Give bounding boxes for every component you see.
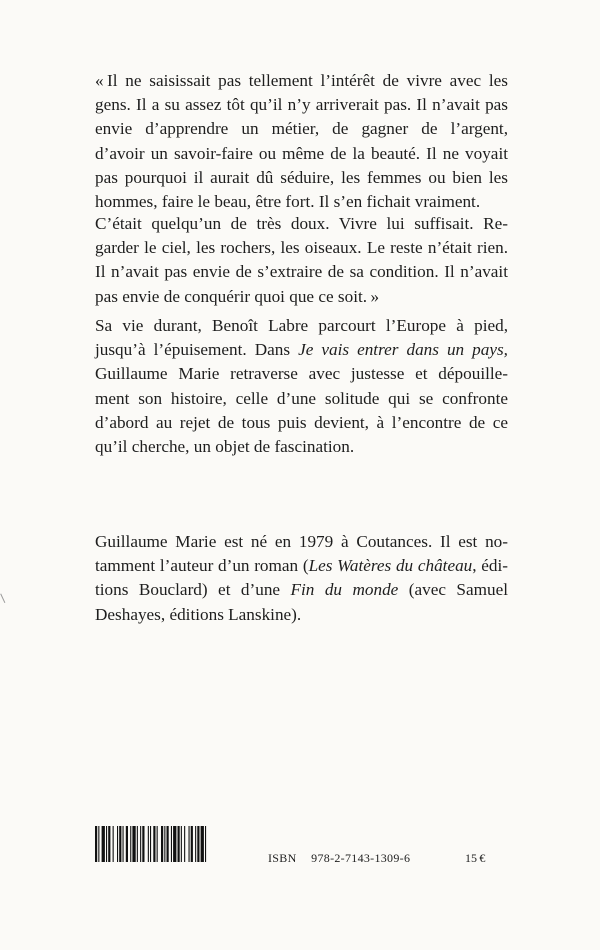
barcode-bar [191, 826, 193, 862]
text-fragment: tions Bouclard) et d’une [95, 580, 291, 600]
barcode-bar [197, 826, 199, 862]
text-line: envie d’apprendre un métier, de gagner de l’argent, [95, 119, 508, 139]
price: 15 € [465, 851, 486, 865]
text-line: hommes, faire le beau, être fort. Il s’en fichait vraiment. [95, 192, 481, 212]
barcode-bar [140, 826, 141, 862]
barcode-bar [98, 826, 99, 862]
text-line: pas envie de conquérir quoi que ce soit. » [95, 286, 380, 306]
text-fragment: tamment l’auteur d’un roman ( [95, 556, 309, 576]
isbn-line [268, 851, 410, 866]
text-line: garder le ciel, les rochers, les oiseaux. Le reste n’était rien. [95, 238, 508, 258]
barcode-bar [130, 826, 131, 862]
text-line: d’abord au rejet de tous puis devient, à l’encontre de ce [95, 412, 508, 432]
barcode-bar [201, 826, 204, 862]
book-title: Les Watères du château [308, 556, 473, 576]
barcode-bar [164, 826, 165, 862]
barcode-bar [126, 826, 128, 862]
quote-paragraph-2 [95, 212, 508, 309]
barcode-bar [119, 826, 121, 862]
margin-mark [0, 591, 11, 603]
barcode-bar [181, 826, 182, 862]
barcode-bar [117, 826, 118, 862]
isbn-label: ISBN [268, 851, 297, 865]
barcode-bar [106, 826, 107, 862]
text-line: ment son histoire, celle d’une solitude qui se confronte [95, 388, 508, 408]
barcode-bar [113, 826, 114, 862]
text-line [95, 578, 508, 602]
barcode-bar [173, 826, 176, 862]
text-line: gens. Il a su assez tôt qu’il n’y arriverait pas. Il n’avait pas [95, 95, 508, 115]
summary-paragraph [95, 314, 508, 459]
barcode-bar [178, 826, 180, 862]
barcode-bar [161, 826, 163, 862]
barcode-bar [95, 826, 97, 862]
text-line: d’avoir un savoir-faire ou même de la beauté. Il ne voyait [95, 143, 508, 163]
text-line: Deshayes, éditions Lanskine). [95, 604, 302, 624]
barcode-bar [189, 826, 190, 862]
book-title: Je vais entrer dans un pays, [298, 340, 508, 360]
text-fragment: , édi- [472, 556, 508, 576]
barcode-bar [171, 826, 172, 862]
text-line: Guillaume Marie retraverse avec justesse et dépouille- [95, 364, 508, 384]
text-line: qu’il cherche, un objet de fascination. [95, 437, 355, 457]
barcode-bar [142, 826, 144, 862]
author-bio-paragraph [95, 530, 508, 627]
barcode-bar [148, 826, 149, 862]
barcode-bar [123, 826, 124, 862]
barcode-bar [205, 826, 206, 862]
text-line: Il n’avait pas envie de s’extraire de sa condition. Il n’avait [95, 262, 508, 282]
text-line [95, 338, 508, 362]
isbn-number: 978-2-7143-1309-6 [311, 851, 411, 865]
text-line [95, 554, 508, 578]
barcode-bar [167, 826, 169, 862]
barcode-bar [157, 826, 158, 862]
barcode-bar [184, 826, 185, 862]
barcode-bar [102, 826, 105, 862]
barcode-bar [150, 826, 151, 862]
text-fragment: (avec Samuel [398, 580, 508, 600]
quote-paragraph-1 [95, 69, 508, 214]
text-line: C’était quelqu’un de très doux. Vivre lui suffisait. Re- [95, 214, 508, 233]
text-line: Sa vie durant, Benoît Labre parcourt l’Europe à pied, [95, 316, 508, 335]
barcode-bar [153, 826, 155, 862]
text-line: « Il ne saisissait pas tellement l’intérêt de vivre avec les [95, 71, 508, 90]
text-line: Guillaume Marie est né en 1979 à Coutances. Il est no- [95, 532, 508, 551]
text-line: pas pourquoi il aurait dû séduire, les femmes ou bien les [95, 167, 508, 187]
text-fragment: jusqu’à l’épuisement. Dans [95, 340, 299, 360]
barcode-bar [195, 826, 196, 862]
barcode-bar [108, 826, 110, 862]
barcode-bar [132, 826, 135, 862]
book-title: Fin du monde [290, 580, 399, 600]
barcode [95, 826, 253, 862]
barcode-bar [137, 826, 138, 862]
